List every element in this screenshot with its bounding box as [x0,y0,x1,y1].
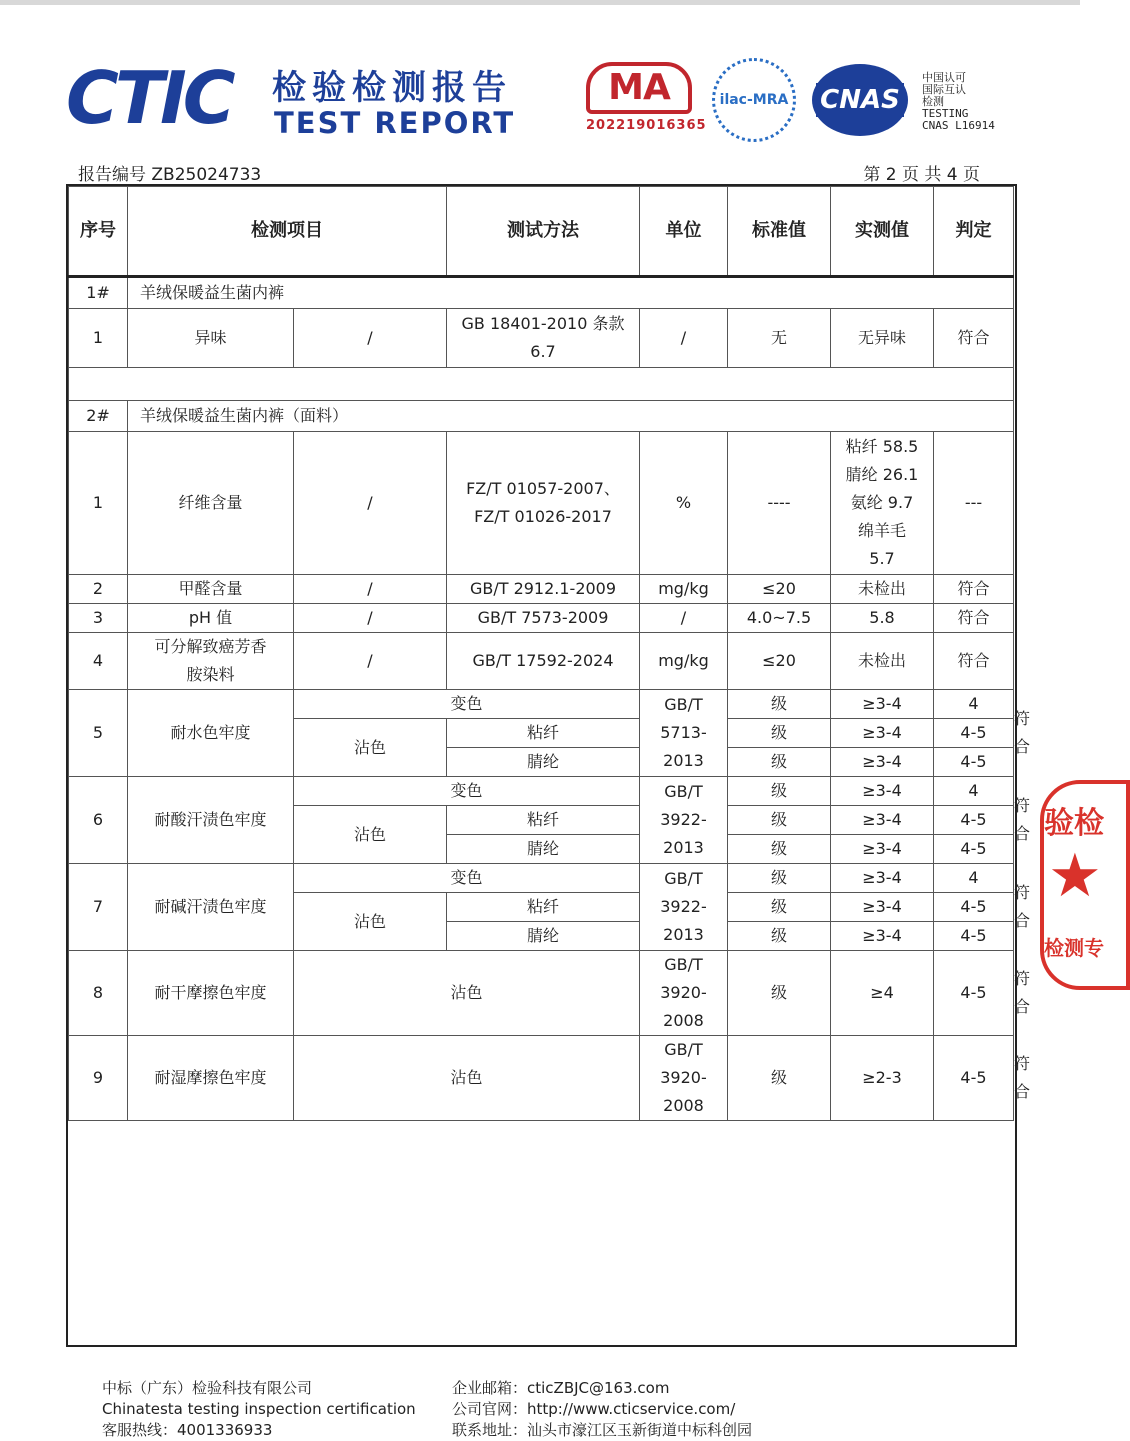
row-method: GB/T 3922-2013 [640,777,728,864]
spacer-cell [69,368,1014,401]
table-row [69,432,1014,575]
table-row: 9 耐湿摩擦色牢度 沾色 GB/T 3920-2008 级 ≥2-3 4-5 符合 [69,1036,1014,1121]
footer-company-cn: 中标（广东）检验科技有限公司 [102,1379,313,1397]
report-title-en: TEST REPORT [274,106,516,140]
method-line: 6.7 [530,342,556,361]
row-method: GB/T 3920-2008 [640,1036,728,1121]
method-line: FZ/T 01057-2007、 [466,479,620,498]
footer-address: 联系地址：汕头市濠江区玉新街道中标科创园 [452,1421,753,1439]
row-result: 4-5 [934,719,1014,748]
row-sub: / [294,432,447,575]
row-result: 4 [934,864,1014,893]
row-item: 异味 [128,309,294,368]
cnas-side-line: 国际互认 [922,83,966,96]
row-standard: ≥4 [831,951,934,1036]
row-standard: ≥2-3 [831,1036,934,1121]
row-item: 耐水色牢度 [128,690,294,777]
header-no: 序号 [69,187,128,277]
row-unit: 级 [728,806,831,835]
row-verdict: 符合 [934,604,1014,633]
row-sub: / [294,604,447,633]
row-no: 4 [69,633,128,690]
row-standard: ≥3-4 [831,893,934,922]
row-unit: 级 [728,748,831,777]
row-stain-a: 粘纤 [447,893,640,922]
row-method: GB/T 7573-2009 [447,604,640,633]
cnas-text: CNAS [816,83,904,117]
report-number [78,160,261,185]
row-unit: 级 [728,835,831,864]
row-result: 未检出 [831,575,934,604]
row-method [447,432,640,575]
row-unit: 级 [728,690,831,719]
row-result: 4-5 [934,922,1014,951]
row-unit: 级 [728,864,831,893]
cnas-logo [812,64,908,136]
row-standard: 无 [728,309,831,368]
row-item: 耐干摩擦色牢度 [128,951,294,1036]
row-stain-b: 腈纶 [447,748,640,777]
row-unit: 级 [728,951,831,1036]
stamp-bottom-text: 检测专 [1044,936,1104,960]
row-standard: ≥3-4 [831,719,934,748]
row-stain: 沾色 [294,893,447,951]
cnas-side-line: TESTING [922,107,969,120]
item-line: 可分解致癌芳香 [154,637,267,656]
row-unit: 级 [728,719,831,748]
cnas-side-line: CNAS L16914 [922,119,995,132]
row-method: GB/T 17592-2024 [447,633,640,690]
row-stain-a: 粘纤 [447,806,640,835]
report-title-cn: 检验检测报告 [272,68,512,108]
row-item: 耐碱汗渍色牢度 [128,864,294,951]
row-item: pH 值 [128,604,294,633]
row-stain: 沾色 [294,806,447,864]
row-result: 4 [934,690,1014,719]
row-standard: ≥3-4 [831,922,934,951]
cma-number: 202219016365 [586,118,707,133]
row-stain: 沾色 [294,719,447,777]
row-no: 1 [69,309,128,368]
row-method: GB/T 2912.1-2009 [447,575,640,604]
row-sub: / [294,633,447,690]
page-info: 第 2 页 共 4 页 [863,165,980,185]
row-stain-b: 腈纶 [447,835,640,864]
spacer-row [69,368,1014,401]
footer-company [102,1378,416,1441]
sample-id: 1# [69,277,128,309]
ilac-mra-logo [712,58,796,142]
header-method: 测试方法 [447,187,640,277]
header-result: 实测值 [831,187,934,277]
cnas-side-line: 中国认可 [922,71,966,84]
row-change: 变色 [294,864,640,893]
row-method: GB/T 3922-2013 [640,864,728,951]
sample-id: 2# [69,401,128,432]
row-result: 4-5 [934,951,1014,1036]
ctic-logo [66,58,266,138]
row-no: 6 [69,777,128,864]
row-item: 纤维含量 [128,432,294,575]
row-standard: ≥3-4 [831,835,934,864]
report-number-label: 报告编号 [78,165,146,185]
ilac-text: ilac-MRA [719,92,789,108]
row-unit: / [640,309,728,368]
row-standard: ≤20 [728,633,831,690]
row-unit: / [640,604,728,633]
inspection-stamp [1040,780,1130,990]
table-header-row [69,187,1014,277]
row-unit: 级 [728,893,831,922]
item-line: 胺染料 [186,665,235,684]
row-standard: ≥3-4 [831,777,934,806]
row-item: 耐酸汗渍色牢度 [128,777,294,864]
row-verdict: --- [934,432,1014,575]
stamp-top-text: 验检 [1044,806,1104,841]
row-sub: 沾色 [294,1036,640,1121]
row-change: 变色 [294,777,640,806]
table-row: 8 耐干摩擦色牢度 沾色 GB/T 3920-2008 级 ≥4 4-5 符合 [69,951,1014,1036]
results-table [68,186,1031,1121]
row-unit: mg/kg [640,575,728,604]
result-line: 绵羊毛 [857,521,906,540]
sample-name: 羊绒保暖益生菌内裤 [128,277,1014,309]
row-method [447,309,640,368]
footer-hotline: 客服热线：4001336933 [102,1421,273,1439]
table-row [69,633,1014,690]
result-line: 氨纶 9.7 [850,493,914,512]
row-result: 4-5 [934,835,1014,864]
table-row [69,575,1014,604]
row-result: 4-5 [934,893,1014,922]
row-unit: mg/kg [640,633,728,690]
row-standard: ≥3-4 [831,864,934,893]
row-no: 5 [69,690,128,777]
row-stain-b: 腈纶 [447,922,640,951]
header-unit: 单位 [640,187,728,277]
table-row [69,309,1014,368]
row-unit: 级 [728,922,831,951]
table-row: 6 耐酸汗渍色牢度 变色 GB/T 3922-2013 级 ≥3-4 4 符合 [69,777,1014,806]
row-no: 3 [69,604,128,633]
row-verdict: 符合 [934,633,1014,690]
footer-company-en: Chinatesta testing inspection certification [102,1400,416,1418]
ctic-logo-text: CTIC [66,56,232,140]
top-border [0,0,1080,5]
sample-group-row [69,401,1014,432]
result-line: 5.7 [869,549,895,568]
row-no: 9 [69,1036,128,1121]
cma-logo [586,62,707,133]
cnas-side-line: 检测 [922,95,944,108]
report-number-value: ZB25024733 [151,165,262,185]
row-result: 无异味 [831,309,934,368]
method-line: GB 18401-2010 条款 [461,314,625,333]
row-item: 耐湿摩擦色牢度 [128,1036,294,1121]
row-result: 未检出 [831,633,934,690]
row-item [128,633,294,690]
header-item: 检测项目 [128,187,447,277]
row-result: 4 [934,777,1014,806]
sample-name: 羊绒保暖益生菌内裤（面料） [128,401,1014,432]
footer-website: 公司官网：http://www.cticservice.com/ [452,1400,736,1418]
row-no: 2 [69,575,128,604]
header-verdict: 判定 [934,187,1014,277]
row-verdict: 符合 [934,575,1014,604]
row-unit: 级 [728,1036,831,1121]
header-standard: 标准值 [728,187,831,277]
row-standard: 4.0~7.5 [728,604,831,633]
star-icon: ★ [1048,841,1102,911]
row-standard: ≤20 [728,575,831,604]
row-no: 7 [69,864,128,951]
row-standard: ≥3-4 [831,748,934,777]
row-standard: ≥3-4 [831,806,934,835]
row-change: 变色 [294,690,640,719]
row-verdict: 符合 [934,309,1014,368]
sample-group-row [69,277,1014,309]
row-method: GB/T 5713-2013 [640,690,728,777]
row-item: 甲醛含量 [128,575,294,604]
row-sub: / [294,575,447,604]
row-standard: ---- [728,432,831,575]
row-no: 1 [69,432,128,575]
table-row: 7 耐碱汗渍色牢度 变色 GB/T 3922-2013 级 ≥3-4 4 符合 [69,864,1014,893]
table-row [69,604,1014,633]
row-result: 4-5 [934,1036,1014,1121]
row-result [831,432,934,575]
result-line: 粘纤 58.5 [845,437,919,456]
row-method: GB/T 3920-2008 [640,951,728,1036]
row-result: 4-5 [934,748,1014,777]
method-line: FZ/T 01026-2017 [474,507,612,526]
row-no: 8 [69,951,128,1036]
row-standard: ≥3-4 [831,690,934,719]
row-result: 4-5 [934,806,1014,835]
row-sub: / [294,309,447,368]
row-unit: % [640,432,728,575]
row-sub: 沾色 [294,951,640,1036]
row-unit: 级 [728,777,831,806]
result-line: 腈纶 26.1 [845,465,919,484]
cnas-side-text [922,72,995,132]
table-row: 5 耐水色牢度 变色 GB/T 5713-2013 级 ≥3-4 4 符合 [69,690,1014,719]
cma-mark: MA [586,62,692,114]
footer-contact [452,1378,752,1441]
row-result: 5.8 [831,604,934,633]
row-stain-a: 粘纤 [447,719,640,748]
footer-email: 企业邮箱：cticZBJC@163.com [452,1379,670,1397]
